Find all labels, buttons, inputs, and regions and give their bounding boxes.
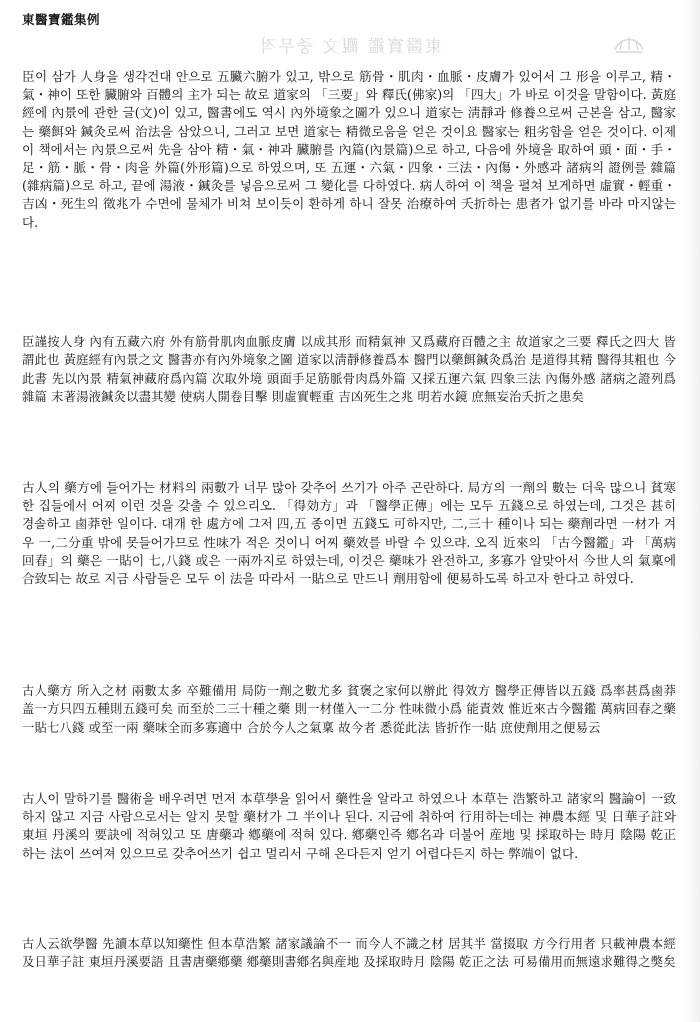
section-2-korean-paragraph: 古人의 藥方에 들어가는 材料의 兩數가 너무 많아 갖추어 쓰기가 아주 곤란하다. 局方의 一劑의 數는 더욱 많으니 貧寒한 집들에서 어찌 이런 것을 갖출 수 있으리오. 「得効方」과 「醫學正傳」에는 모두 五錢으로 하였는데, 그것은 甚히 경솔하고 鹵莽한 일이다. 대개 한 處方에 그저 四,五 종이면 五錢도 可하지만, 二,三十 種이나 되는 藥劑라면 一材가 겨우 一,二分重 밖에 못들어가므로 性味가 적은 것이니 어찌 藥效를 바랄 수 있으랴. 오직 近來의 「古今醫鑑」과 「萬病回春」의 藥은 一貼이 七,八錢 或은 一兩까지로 하였는데, 이것은 藥味가 완전하고, 多寡가 알맞아서 今世人의 氣稟에 合致되는 故로 지금 사람들은 모두 이 法을 따라서 一貼으로 만드니 劑用함에 便易하도록 하고자 한다고 하였다. [22,480,676,587]
bleed-through-emblem-icon [612,30,646,56]
page-header-title: 東醫寶鑑集例 [22,12,101,27]
section-3-hanja-paragraph: 古人云欲學醫 先讀本草以知藥性 但本草浩繁 諸家議論不一 而今人不識之材 居其半 當掇取 方今行用者 只載神農本經 及日華子註 東垣丹溪要語 且書唐藥鄕藥 鄕藥則書鄕名與産地 及採取時月 陰陽 乾正之法 可易備用而無遠求難得之獘矣 [22,937,676,970]
section-2-hanja-paragraph: 古人藥方 所入之材 兩數太多 卒難備用 局防一劑之數尤多 貧褒之家何以辦此 得效方 醫學正傳皆以五錢 爲率甚爲鹵莽 盖一方只四五種則五錢可矣 而至於二三十種之藥 則一材僅入一二分 性味微小爲 能責效 惟近來古今醫鑑 萬病回春之藥 一貼七八錢 或至一兩 藥味全而多寡適中 合於今人之氣稟 故今者 悉從此法 皆折作一貼 庶使劑用之便易云 [22,684,676,735]
bleed-through-text: 東醫寶鑑 觀文 중무적 [258,37,443,57]
section-1-hanja-paragraph: 臣謹按人身 內有五藏六府 外有筋骨肌肉血脈皮膚 以成其形 而精氣神 又爲藏府百體之主 故道家之三要 釋氏之四大 皆謂此也 黃庭經有內景之文 醫書亦有內外境象之圖 道家以淸靜修養爲本 醫門以藥餌鍼灸爲治 是道得其精 醫得其粗也 今此書 先以內景 精氣神藏府爲內篇 次取外境 頭面手足筋脈骨肉爲外篇 又採五運六氣 四象三法 內傷外感 諸病之證列爲雜篇 末著湯液鍼灸以盡其變 使病人開卷目擊 則虛實輕重 吉凶死生之兆 明若水鏡 庶無妄治夭折之患矣 [22,335,676,405]
page-edge-shadow [684,0,700,1022]
section-3-korean-paragraph: 古人이 말하기를 醫術을 배우려면 먼저 本草學을 읽어서 藥性을 알라고 하였으나 本草는 浩繁하고 諸家의 醫論이 一致하지 않고 지금 사람으로서는 알지 못할 藥材가 그 半이나 된다. 지금에 취하여 行用하는데는 神農本經 및 日華子註와 東垣 丹溪의 要訣에 적혀있고 또 唐藥과 鄕藥에 적혀 있다. 鄕藥인즉 鄕名과 더불어 産地 및 採取하는 時月 陰陽 乾正하는 法이 쓰여져 있으므로 갖추어쓰기 쉽고 멀리서 구해 온다든지 얻기 어렵다든지 하는 弊端이 없다. [22,791,676,861]
section-1-korean-paragraph: 臣이 삼가 人身을 생각건대 안으로 五臟六腑가 있고, 밖으로 筋骨・肌肉・血脈・皮膚가 있어서 그 形을 이루고, 精・氣・神이 또한 臟腑와 百體의 主가 되는 故로 道家의 「三要」와 釋氏(佛家)의 「四大」가 바로 이것을 말함이다. 黃庭經에 內景에 관한 글(文)이 있고, 醫書에도 역시 內外境象之圖가 있으니 道家는 淸靜과 修養으로써 근본을 삼고, 醫家는 藥餌와 鍼灸로써 治法을 삼았으니, 그러고 보면 道家는 精微로움을 얻은 것이요 醫家는 粗劣함을 얻은 것이다. 이제 이 책에서는 內景으로써 先을 삼아 精・氣・神과 臟腑를 內篇(內景篇)으로 하고, 다음에 外境을 取하여 頭・面・手・足・筋・脈・骨・肉을 外篇(外形篇)으로 하였으며, 또 五運・六氣・四象・三法・內傷・外感과 諸病의 證例를 雜篇(雜病篇)으로 하고, 끝에 湯液・鍼灸를 넣음으로써 그 變化를 다하였다. 病人하여 이 책을 펼쳐 보게하면 虛實・輕重・吉凶・死生의 徵兆가 수면에 물체가 비쳐 보이듯이 환하게 하니 잘못 治療하여 夭折하는 患者가 없기를 바라 마지않는다. [22,69,676,230]
